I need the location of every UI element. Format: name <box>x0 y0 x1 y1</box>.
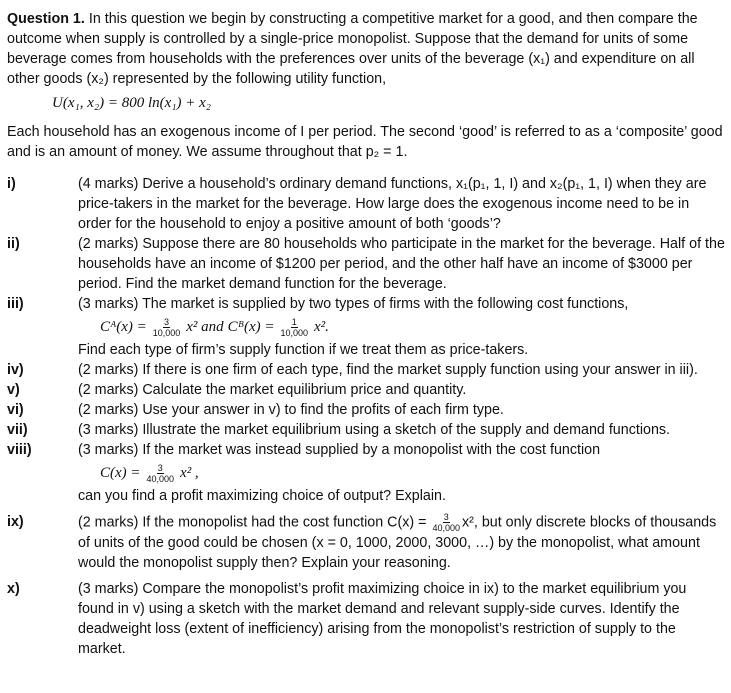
part-number: i) <box>7 176 16 192</box>
part-text: (2 marks) Suppose there are 80 households who participate in the market for the beverage. Half of the households have an income of $1200 per period, and the other half have an income of $3000 per period. Find the market demand function for the beverage. <box>78 236 725 292</box>
part-number: ix) <box>7 514 24 530</box>
part-text: (4 marks) Derive a household’s ordinary demand functions, x₁(p₁, 1, I) and x₂(p₁, 1, I) when they are price-takers in the market for the beverage. How large does the exogenous income need to be in order for the household to enjoy a positive amount of both ‘goods’? <box>78 176 707 232</box>
part-number: vii) <box>7 422 28 438</box>
part-iii <box>7 294 726 360</box>
cost-functions-formula <box>78 314 726 340</box>
part-number: v) <box>7 382 20 398</box>
fraction-numerator: 3 <box>443 512 449 522</box>
part-vii <box>7 420 726 440</box>
fraction-denominator: 40,000 <box>432 523 460 533</box>
cost-lhs: C(x) = <box>100 465 141 481</box>
part-iv <box>7 360 726 380</box>
cost-tail: x² , <box>180 465 199 481</box>
fraction-denominator: 10,000 <box>152 327 181 338</box>
part-text: (2 marks) If there is one firm of each type, find the market supply function using your answer in iii). <box>78 362 698 378</box>
part-number: ii) <box>7 236 20 252</box>
part-text-b: x², but only discrete blocks of thousands of units of the good could be chosen (x = 0, 1000, 2000, 3000, …) by the monopolist, what amount would the monopolist supply then? Explain your reasoning. <box>78 514 717 571</box>
cost-a-fraction <box>152 317 182 338</box>
part-text-after: can you find a profit maximizing choice of output? Explain. <box>78 488 446 504</box>
part-text: (3 marks) If the market was instead supplied by a monopolist with the cost function <box>78 442 601 458</box>
part-number: iii) <box>7 296 24 312</box>
part-text-after: Find each type of firm’s supply function if we treat them as price-takers. <box>78 342 529 358</box>
fraction-denominator: 10,000 <box>280 327 308 338</box>
part-viii <box>7 440 726 506</box>
part-number: vi) <box>7 402 24 418</box>
part-v <box>7 380 726 400</box>
question-intro-text: In this question we begin by constructing a competitive market for a good, and then compare the outcome when supply is controlled by a single-price monopolist. Suppose that the demand for units of some beverage comes from households with the preferences over units of the beverage (x₁) and expenditure on all other goods (x₂) represented by the following utility function, <box>7 11 698 87</box>
monopolist-cost-formula <box>78 460 726 486</box>
cost-b-lhs: Cᴮ(x) = <box>227 319 275 335</box>
part-ix <box>7 512 726 573</box>
income-paragraph: Each household has an exogenous income of I per period. The second ‘good’ is referred to as a ‘composite’ good and is an amount of money. We assume throughout that p₂ = 1. <box>7 124 723 160</box>
question-intro <box>7 9 726 89</box>
part-text: (3 marks) Illustrate the market equilibrium using a sketch of the supply and demand functions. <box>78 422 671 438</box>
cost-b-tail: x². <box>313 319 329 335</box>
cost-fraction <box>431 512 461 533</box>
fraction-denominator: 40,000 <box>146 473 175 484</box>
part-text: (2 marks) Calculate the market equilibrium price and quantity. <box>78 382 467 398</box>
part-number: iv) <box>7 362 24 378</box>
part-text: (3 marks) The market is supplied by two types of firms with the following cost functions, <box>78 296 629 312</box>
part-text <box>78 512 726 573</box>
utility-formula: U(x₁, x₂) = 800 ln(x₁) + x₂ <box>52 95 211 111</box>
part-i <box>7 174 726 234</box>
part-x <box>7 579 726 659</box>
cost-fraction <box>146 463 176 484</box>
fraction-numerator: 1 <box>291 316 297 327</box>
cost-a-lhs: Cᴬ(x) = <box>100 319 147 335</box>
part-number: viii) <box>7 442 32 458</box>
part-number: x) <box>7 581 20 597</box>
part-text: (3 marks) Compare the monopolist’s profit maximizing choice in ix) to the market equilibrium you found in v) using a sketch with the market demand and relevant supply-side curves. Identify the deadweight loss (extent of inefficiency) arising from the monopolist’s restriction of supply to the market. <box>78 581 687 657</box>
part-vi <box>7 400 726 420</box>
fraction-numerator: 3 <box>157 462 163 473</box>
question-label: Question 1. <box>7 11 85 27</box>
part-text-a: (2 marks) If the monopolist had the cost function C(x) = <box>78 514 427 531</box>
cost-a-tail: x² and <box>186 319 224 335</box>
fraction-numerator: 3 <box>164 316 170 327</box>
part-ii <box>7 234 726 294</box>
part-text: (2 marks) Use your answer in v) to find the profits of each firm type. <box>78 402 504 418</box>
cost-b-fraction <box>279 317 309 338</box>
